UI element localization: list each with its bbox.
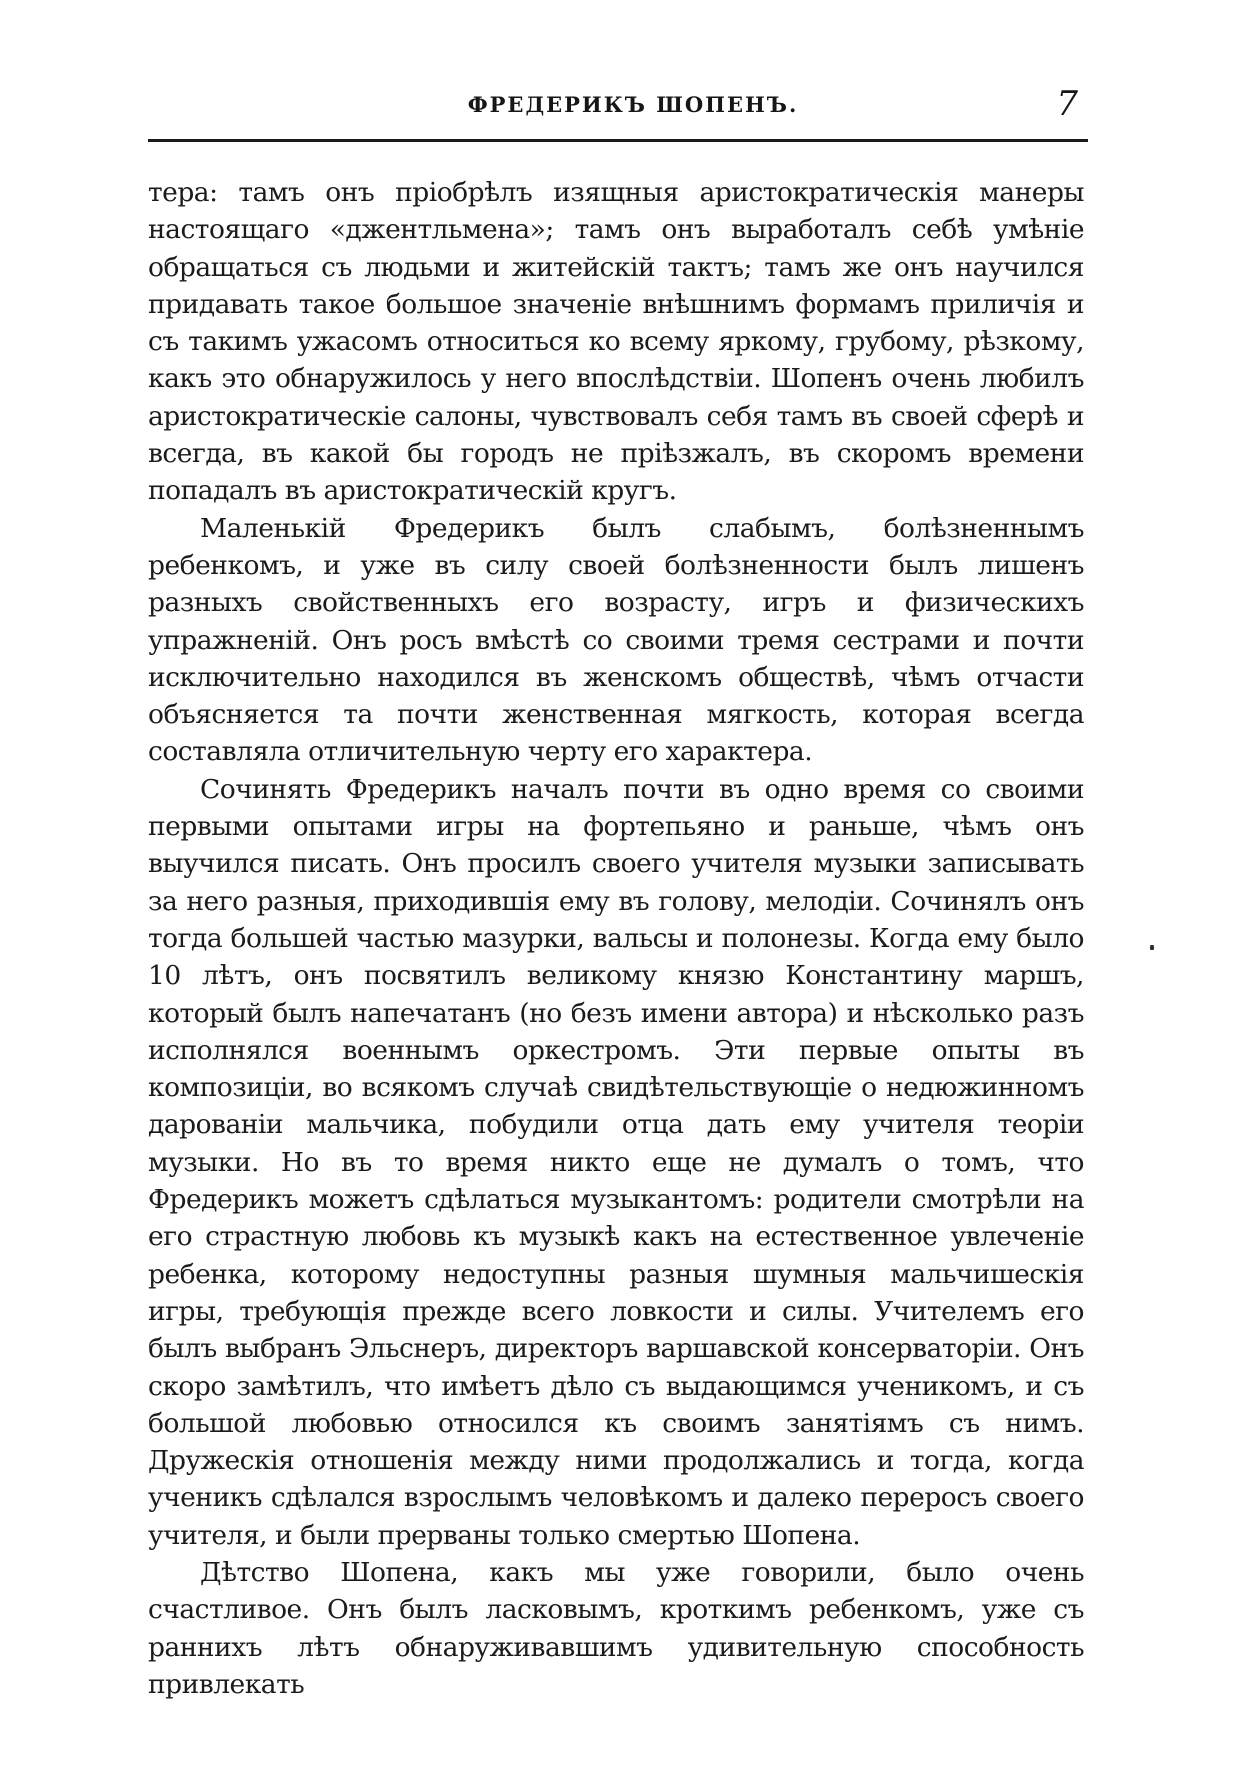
paragraph: Дѣтство Шопена, какъ мы уже говорили, было очень счастливое. Онъ былъ ласковымъ, кроткимъ ребенкомъ, уже съ раннихъ лѣтъ обнаруживавшимъ удивительную способность привлекать <box>148 1556 1084 1700</box>
header-rule <box>148 139 1088 142</box>
paragraph-continued: тера: тамъ онъ пріобрѣлъ изящныя аристократическія манеры настоящаго «джентльмена»; тамъ онъ выработалъ себѣ умѣніе обращаться съ людьми и житейскій тактъ; тамъ же онъ научился придавать такое большое значеніе внѣшнимъ формамъ приличія и съ такимъ ужасомъ относиться ко всему яркому, грубому, рѣзкому, какъ это обнаружилось у него впослѣдствіи. Шопенъ очень любилъ аристократическіе салоны, чувствовалъ себя тамъ въ своей сферѣ и всегда, въ какой бы городъ не пріѣзжалъ, въ скоромъ времени попадалъ въ аристократическій кругъ. <box>148 177 1084 507</box>
ink-speck <box>1150 945 1154 950</box>
running-title: ФРЕДЕРИКЪ ШОПЕНЪ. <box>467 92 799 117</box>
paragraph: Маленькій Фредерикъ былъ слабымъ, болѣзненнымъ ребенкомъ, и уже въ силу своей болѣзненности былъ лишенъ разныхъ свойственныхъ его возрасту, игръ и физическихъ упражненій. Онъ росъ вмѣстѣ со своими тремя сестрами и почти исключительно находился въ женскомъ обществѣ, чѣмъ отчасти объясняется та почти женственная мягкость, которая всегда составляла отличительную черту его характера. <box>148 512 1084 768</box>
page-number: 7 <box>1056 84 1078 124</box>
page-header <box>148 86 1088 136</box>
body-text <box>148 174 1084 1703</box>
paragraph: Сочинять Фредерикъ началъ почти въ одно время со своими первыми опытами игры на фортепьяно и раньше, чѣмъ онъ выучился писать. Онъ просилъ своего учителя музыки записывать за него разныя, приходившія ему въ голову, мелодіи. Сочинялъ онъ тогда большей частью мазурки, вальсы и полонезы. Когда ему было 10 лѣтъ, онъ посвятилъ великому князю Константину маршъ, который былъ напечатанъ (но безъ имени автора) и нѣсколько разъ исполнялся военнымъ оркестромъ. Эти первые опыты въ композиціи, во всякомъ случаѣ свидѣтельствующіе о недюжинномъ дарованіи мальчика, побудили отца дать ему учителя теоріи музыки. Но въ то время никто еще не думалъ о томъ, что Фредерикъ можетъ сдѣлаться музыкантомъ: родители смотрѣли на его страстную любовь къ музыкѣ какъ на естественное увлеченіе ребенка, которому недоступны разныя шумныя мальчишескія игры, требующія прежде всего ловкости и силы. Учителемъ его былъ выбранъ Эльснеръ, директоръ варшавской консерваторіи. Онъ скоро замѣтилъ, что имѣетъ дѣло съ выдающимся ученикомъ, и съ большой любовью относился къ своимъ занятіямъ съ нимъ. Дружескія отношенія между ними продолжались и тогда, когда ученикъ сдѣлался взрослымъ человѣкомъ и далеко переросъ своего учителя, и были прерваны только смертью Шопена. <box>148 773 1084 1551</box>
